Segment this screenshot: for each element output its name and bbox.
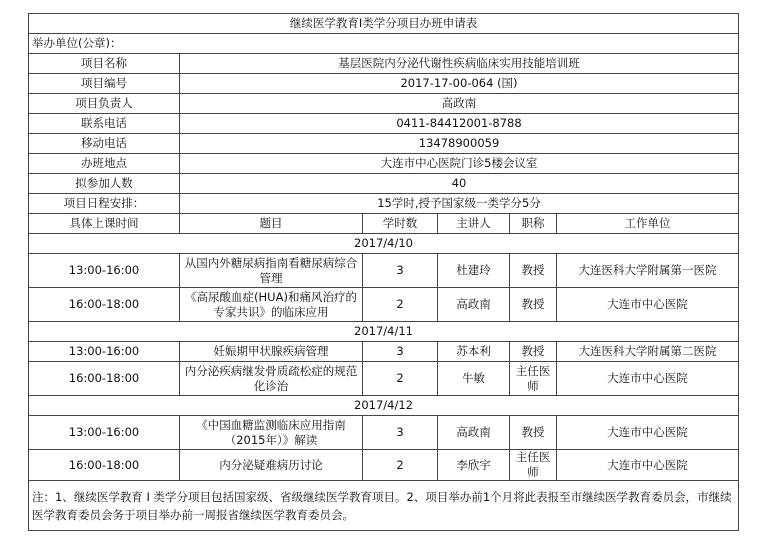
session-unit: 大连市中心医院 bbox=[557, 450, 739, 481]
session-title: 教授 bbox=[510, 254, 557, 288]
session-row bbox=[29, 362, 739, 396]
session-hours: 2 bbox=[363, 450, 438, 481]
info-row bbox=[29, 94, 739, 114]
session-unit: 大连市中心医院 bbox=[557, 416, 739, 450]
session-unit: 大连医科大学附属第一医院 bbox=[557, 254, 739, 288]
session-unit: 大连市中心医院 bbox=[557, 362, 739, 396]
info-value: 2017-17-00-064 (国) bbox=[180, 74, 739, 94]
session-hours: 3 bbox=[363, 342, 438, 362]
session-title: 教授 bbox=[510, 342, 557, 362]
session-unit: 大连医科大学附属第二医院 bbox=[557, 342, 739, 362]
info-value: 基层医院内分泌代谢性疾病临床实用技能培训班 bbox=[180, 54, 739, 74]
session-hours: 3 bbox=[363, 254, 438, 288]
form-title: 继续医学教育I类学分项目办班申请表 bbox=[29, 14, 739, 34]
session-speaker: 牛敏 bbox=[438, 362, 510, 396]
day-date: 2017/4/12 bbox=[29, 396, 739, 416]
info-value: 0411-84412001-8788 bbox=[180, 114, 739, 134]
day-date: 2017/4/10 bbox=[29, 234, 739, 254]
info-value: 40 bbox=[180, 174, 739, 194]
schedule-header-cell: 具体上课时间 bbox=[29, 214, 180, 234]
note-row bbox=[29, 481, 739, 531]
day-row bbox=[29, 234, 739, 254]
session-speaker: 高政南 bbox=[438, 288, 510, 322]
info-label: 项目日程安排： bbox=[29, 194, 180, 214]
session-row bbox=[29, 416, 739, 450]
session-topic: 内分泌疑难病历讨论 bbox=[180, 450, 363, 481]
info-label: 项目名称 bbox=[29, 54, 180, 74]
schedule-header-cell: 题目 bbox=[180, 214, 363, 234]
session-unit: 大连市中心医院 bbox=[557, 288, 739, 322]
session-hours: 2 bbox=[363, 288, 438, 322]
schedule-header-cell: 学时数 bbox=[363, 214, 438, 234]
day-row bbox=[29, 322, 739, 342]
session-topic: 《中国血糖监测临床应用指南（2015年）》解读 bbox=[180, 416, 363, 450]
session-time: 13:00-16:00 bbox=[29, 342, 180, 362]
info-label: 项目负责人 bbox=[29, 94, 180, 114]
schedule-header-row bbox=[29, 214, 739, 234]
info-label: 拟参加人数 bbox=[29, 174, 180, 194]
info-row bbox=[29, 174, 739, 194]
info-label: 项目编号 bbox=[29, 74, 180, 94]
session-title: 教授 bbox=[510, 416, 557, 450]
session-topic: 内分泌疾病继发骨质疏松症的规范化诊治 bbox=[180, 362, 363, 396]
session-title: 主任医师 bbox=[510, 362, 557, 396]
info-value: 15学时,授予国家级一类学分5分 bbox=[180, 194, 739, 214]
session-topic: 从国内外糖尿病指南看糖尿病综合管理 bbox=[180, 254, 363, 288]
session-row bbox=[29, 450, 739, 481]
info-label: 移动电话 bbox=[29, 134, 180, 154]
session-time: 16:00-18:00 bbox=[29, 450, 180, 481]
session-speaker: 高政南 bbox=[438, 416, 510, 450]
session-time: 13:00-16:00 bbox=[29, 416, 180, 450]
session-title: 主任医师 bbox=[510, 450, 557, 481]
session-topic: 《高尿酸血症(HUA)和痛风治疗的专家共识》的临床应用 bbox=[180, 288, 363, 322]
session-topic: 妊娠期甲状腺疾病管理 bbox=[180, 342, 363, 362]
info-label: 办班地点 bbox=[29, 154, 180, 174]
info-row bbox=[29, 134, 739, 154]
session-time: 16:00-18:00 bbox=[29, 362, 180, 396]
session-speaker: 杜建玲 bbox=[438, 254, 510, 288]
info-row bbox=[29, 114, 739, 134]
info-label: 联系电话 bbox=[29, 114, 180, 134]
info-row bbox=[29, 154, 739, 174]
info-value: 大连市中心医院门诊5楼会议室 bbox=[180, 154, 739, 174]
session-speaker: 李欣宇 bbox=[438, 450, 510, 481]
organizer-label: 举办单位(公章)： bbox=[29, 34, 739, 54]
info-value: 高政南 bbox=[180, 94, 739, 114]
info-row bbox=[29, 54, 739, 74]
schedule-header-cell: 工作单位 bbox=[557, 214, 739, 234]
session-row bbox=[29, 254, 739, 288]
session-row bbox=[29, 288, 739, 322]
info-row bbox=[29, 74, 739, 94]
info-row bbox=[29, 194, 739, 214]
footnote: 注：1、继续医学教育 I 类学分项目包括国家级、省级继续医学教育项目。2、项目举办前1个月将此表报至市继续医学教育委员会，市继续医学教育委员会务于项目举办前一周报省继续医学教育委员会。 bbox=[29, 481, 739, 531]
session-time: 13:00-16:00 bbox=[29, 254, 180, 288]
day-row bbox=[29, 396, 739, 416]
schedule-header-cell: 职称 bbox=[510, 214, 557, 234]
form-table bbox=[28, 13, 739, 531]
session-title: 教授 bbox=[510, 288, 557, 322]
session-hours: 2 bbox=[363, 362, 438, 396]
session-row bbox=[29, 342, 739, 362]
day-date: 2017/4/11 bbox=[29, 322, 739, 342]
schedule-header-cell: 主讲人 bbox=[438, 214, 510, 234]
session-time: 16:00-18:00 bbox=[29, 288, 180, 322]
application-form bbox=[28, 13, 739, 531]
session-hours: 3 bbox=[363, 416, 438, 450]
info-value: 13478900059 bbox=[180, 134, 739, 154]
session-speaker: 苏本利 bbox=[438, 342, 510, 362]
